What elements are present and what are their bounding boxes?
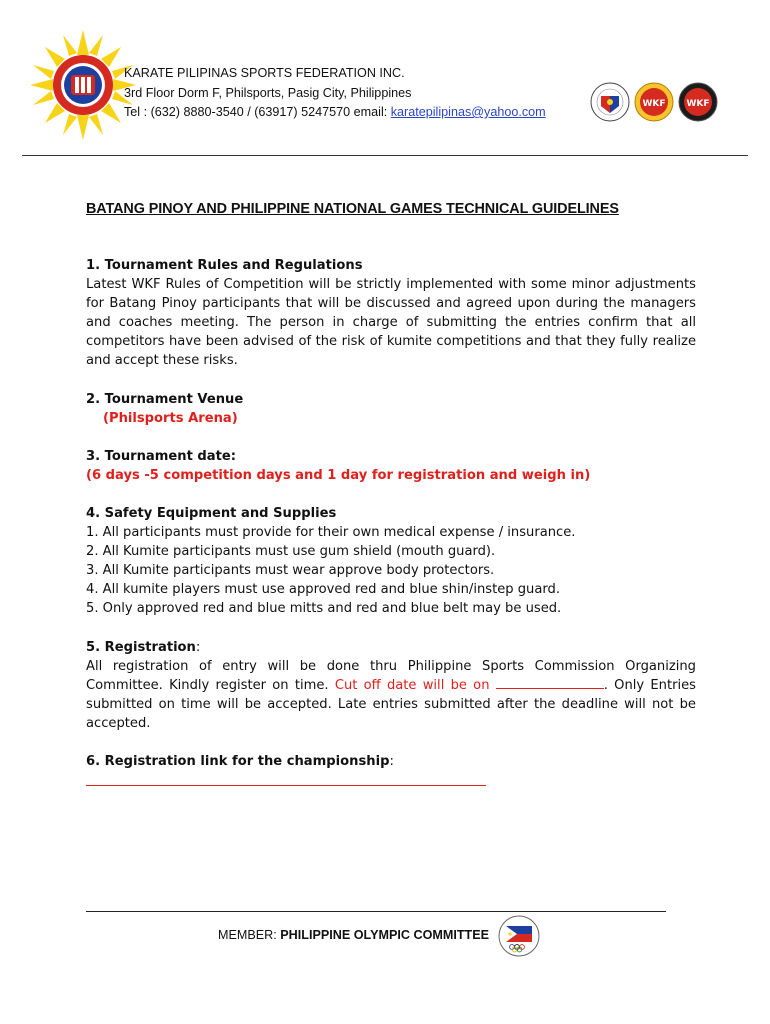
footer-divider <box>86 911 666 912</box>
section-6-heading <box>86 752 696 771</box>
org-name: KARATE PILIPINAS SPORTS FEDERATION INC. <box>124 66 405 80</box>
partner-logos <box>590 78 720 126</box>
safety-item: 3. All Kumite participants must wear approve body protectors. <box>86 563 495 579</box>
letterhead <box>124 64 546 123</box>
section-3-heading: 3. Tournament date: <box>86 448 237 464</box>
section-5-heading-text: 5. Registration <box>86 639 196 655</box>
safety-item: 4. All kumite players must use approved red and blue shin/instep guard. <box>86 582 560 598</box>
header-divider <box>22 155 748 156</box>
section-2-heading: 2. Tournament Venue <box>86 391 244 407</box>
section-5-body <box>86 657 696 733</box>
footer-member <box>218 928 489 942</box>
document-body <box>86 256 696 771</box>
wkf-logo-icon <box>635 83 673 121</box>
wkf-asia-text: WKF <box>686 99 710 109</box>
section-1-heading: 1. Tournament Rules and Regulations <box>86 258 363 273</box>
section-1-body: Latest WKF Rules of Competition will be strictly implemented with some minor adjustments for Batang Pinoy participants that will be discussed and agreed upon during the managers and coaches meeting. The person in charge of submitting the entries confirm that all competitors have been advised of the risk of kumite competitions and that they fully realize and accept these risks. <box>86 277 696 369</box>
footer-label: MEMBER: <box>218 928 281 942</box>
cutoff-text: Cut off date will be on <box>334 677 496 693</box>
registration-link-blank <box>86 785 486 786</box>
psc-seal-icon <box>591 83 629 121</box>
karate-pilipinas-logo-icon <box>30 30 136 140</box>
email-link[interactable]: karatepilipinas@yahoo.com <box>390 105 546 119</box>
section-6-colon: : <box>389 753 394 769</box>
safety-item: 5. Only approved red and blue mitts and red and blue belt may be used. <box>86 601 562 617</box>
contact-text: Tel : (632) 8880-3540 / (63917) 5247570 email: <box>124 105 391 119</box>
org-address: 3rd Floor Dorm F, Philsports, Pasig City, Philippines <box>124 85 412 100</box>
wkf-asia-logo-icon <box>679 83 717 121</box>
section-4-heading: 4. Safety Equipment and Supplies <box>86 505 337 521</box>
safety-item: 1. All participants must provide for their own medical expense / insurance. <box>86 525 576 541</box>
section-5-heading <box>86 638 696 657</box>
venue-value: (Philsports Arena) <box>103 410 238 426</box>
registration-text-end: . Only Entries submitted on time will be accepted. Late entries submitted after the deadline will not be accepted. <box>86 677 696 731</box>
wkf-text: WKF <box>642 99 666 109</box>
org-contact <box>124 103 546 123</box>
safety-item: 2. All Kumite participants must use gum shield (mouth guard). <box>86 544 496 560</box>
footer-org: PHILIPPINE OLYMPIC COMMITTEE <box>280 928 490 942</box>
cutoff-date-blank <box>496 676 604 689</box>
section-6-heading-text: 6. Registration link for the championship <box>86 753 390 769</box>
date-value: (6 days -5 competition days and 1 day for registration and weigh in) <box>86 467 591 483</box>
poc-logo-icon <box>497 914 541 958</box>
document-title: BATANG PINOY AND PHILIPPINE NATIONAL GAMES TECHNICAL GUIDELINES <box>86 201 619 217</box>
section-5-colon: : <box>195 639 201 655</box>
registration-text: All registration of entry will be done thru Philippine Sports Commission Organizing Committee. Kindly register on time. <box>86 658 696 693</box>
